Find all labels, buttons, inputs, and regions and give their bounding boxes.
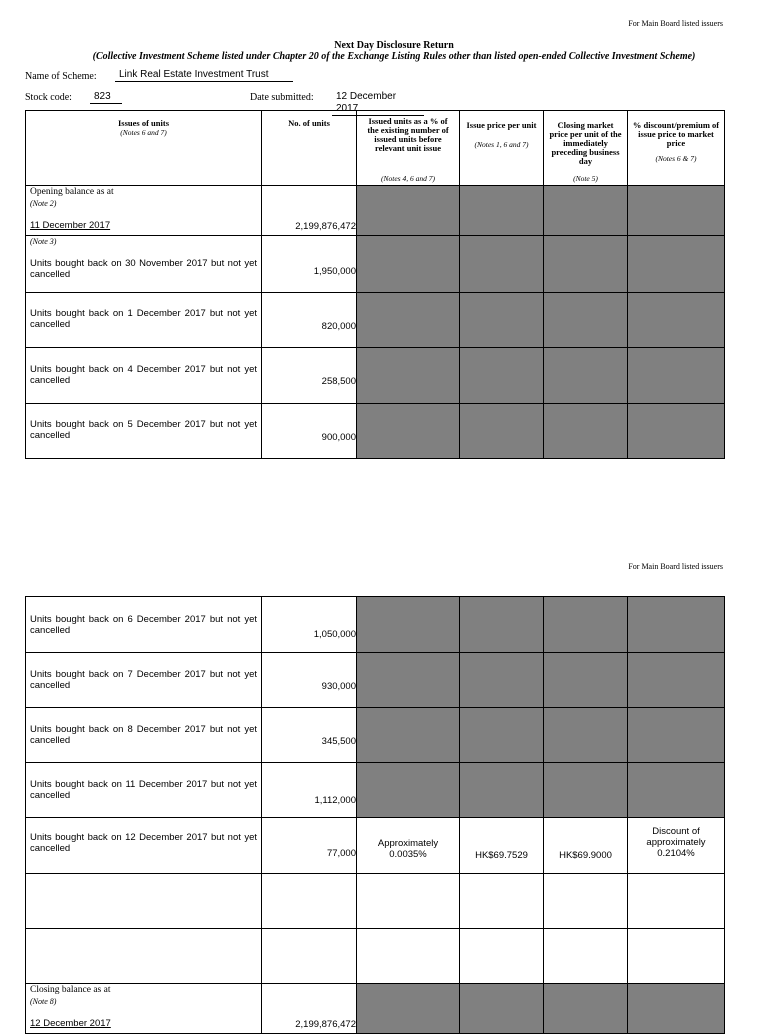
opening-balance-date: 11 December 2017	[30, 220, 111, 231]
shaded-cell	[357, 984, 460, 1034]
empty-cell	[628, 929, 725, 984]
scheme-label: Name of Scheme:	[25, 71, 97, 82]
row-desc-cell	[26, 404, 262, 459]
top-note: For Main Board listed issuers	[628, 562, 723, 571]
shaded-cell	[544, 597, 628, 653]
row-desc-cell	[26, 597, 262, 653]
issues-table-page2	[25, 596, 725, 1034]
page-subtitle: (Collective Investment Scheme listed under Chapter 20 of the Exchange Listing Rules other than listed open-ended Collective Investment Scheme)	[92, 51, 696, 62]
issues-table-page1	[25, 110, 725, 459]
empty-cell	[26, 874, 262, 929]
closing-balance-units: 2,199,876,472	[262, 984, 357, 1034]
shaded-cell	[628, 404, 725, 459]
shaded-cell	[460, 236, 544, 293]
shaded-cell	[460, 348, 544, 404]
header-discount-note: (Notes 6 & 7)	[655, 154, 697, 163]
date-value: 12 December 2017	[332, 91, 424, 116]
table-row	[26, 653, 725, 708]
closing-balance-cell	[26, 984, 262, 1034]
empty-cell	[357, 874, 460, 929]
shaded-cell	[544, 293, 628, 348]
shaded-cell	[544, 236, 628, 293]
shaded-cell	[357, 597, 460, 653]
row-units: 1,112,000	[262, 763, 357, 818]
row-desc-cell	[26, 653, 262, 708]
opening-balance-units: 2,199,876,472	[262, 186, 357, 236]
shaded-cell	[628, 186, 725, 236]
row-units: 345,500	[262, 708, 357, 763]
header-price-note: (Notes 1, 6 and 7)	[474, 140, 529, 149]
shaded-cell	[544, 348, 628, 404]
row-units: 900,000	[262, 404, 357, 459]
table-row	[26, 818, 725, 874]
table-row	[26, 708, 725, 763]
row-desc-cell	[26, 236, 262, 293]
table-row	[26, 404, 725, 459]
header-discount-text: % discount/premium of issue price to market price	[632, 120, 720, 148]
shaded-cell	[460, 708, 544, 763]
row-discount: Discount of approximately 0.2104%	[628, 818, 725, 874]
row-note: (Note 3)	[30, 237, 57, 246]
header-pct-text: Issued units as a % of the existing number of issued units before relevant unit issue	[367, 116, 449, 153]
header-no-units: No. of units	[262, 111, 357, 186]
empty-cell	[544, 929, 628, 984]
closing-balance-date: 12 December 2017	[30, 1018, 111, 1029]
opening-balance-label: Opening balance as at	[30, 187, 114, 197]
table-row	[26, 236, 725, 293]
shaded-cell	[460, 293, 544, 348]
header-pct	[357, 111, 460, 186]
closing-balance-row	[26, 984, 725, 1034]
shaded-cell	[460, 653, 544, 708]
shaded-cell	[460, 763, 544, 818]
shaded-cell	[628, 653, 725, 708]
header-pct-note: (Notes 4, 6 and 7)	[381, 174, 435, 183]
row-desc-cell	[26, 348, 262, 404]
closing-balance-note: (Note 8)	[30, 997, 57, 1006]
shaded-cell	[357, 293, 460, 348]
shaded-cell	[544, 186, 628, 236]
shaded-cell	[544, 984, 628, 1034]
row-description: Units bought back on 5 December 2017 but not yet cancelled	[30, 419, 257, 441]
row-desc-cell	[26, 818, 262, 874]
shaded-cell	[357, 763, 460, 818]
shaded-cell	[357, 708, 460, 763]
shaded-cell	[628, 763, 725, 818]
header-issues	[26, 111, 262, 186]
shaded-cell	[544, 404, 628, 459]
opening-balance-note: (Note 2)	[30, 199, 57, 208]
shaded-cell	[460, 186, 544, 236]
row-description: Units bought back on 30 November 2017 but not yet cancelled	[30, 258, 257, 280]
row-units: 820,000	[262, 293, 357, 348]
header-row	[26, 111, 725, 186]
row-desc-cell	[26, 763, 262, 818]
shaded-cell	[628, 597, 725, 653]
header-closing-note: (Note 5)	[573, 174, 598, 183]
date-label: Date submitted:	[250, 92, 314, 103]
row-description: Units bought back on 6 December 2017 but not yet cancelled	[30, 613, 257, 636]
row-description: Units bought back on 8 December 2017 but not yet cancelled	[30, 724, 257, 746]
empty-cell	[26, 929, 262, 984]
empty-cell	[544, 874, 628, 929]
empty-cell	[357, 929, 460, 984]
shaded-cell	[628, 348, 725, 404]
shaded-cell	[357, 236, 460, 293]
row-description: Units bought back on 4 December 2017 but not yet cancelled	[30, 363, 257, 386]
empty-cell	[262, 874, 357, 929]
shaded-cell	[628, 708, 725, 763]
row-description: Units bought back on 12 December 2017 but not yet cancelled	[30, 831, 257, 854]
row-desc-cell	[26, 293, 262, 348]
row-units: 258,500	[262, 348, 357, 404]
shaded-cell	[460, 984, 544, 1034]
table-row	[26, 293, 725, 348]
shaded-cell	[357, 404, 460, 459]
empty-row	[26, 874, 725, 929]
table-row	[26, 763, 725, 818]
header-issues-note: (Notes 6 and 7)	[120, 128, 167, 137]
row-desc-cell	[26, 708, 262, 763]
empty-row	[26, 929, 725, 984]
shaded-cell	[544, 653, 628, 708]
header-price	[460, 111, 544, 186]
row-price: HK$69.7529	[460, 818, 544, 874]
table-row	[26, 597, 725, 653]
shaded-cell	[544, 708, 628, 763]
shaded-cell	[357, 348, 460, 404]
shaded-cell	[460, 597, 544, 653]
shaded-cell	[628, 236, 725, 293]
header-closing	[544, 111, 628, 186]
table-row	[26, 348, 725, 404]
header-discount	[628, 111, 725, 186]
page-title: Next Day Disclosure Return	[334, 40, 454, 51]
header-issues-text: Issues of units	[117, 118, 170, 128]
opening-balance-row	[26, 186, 725, 236]
stock-code-label: Stock code:	[25, 92, 72, 103]
shaded-cell	[460, 404, 544, 459]
row-description: Units bought back on 11 December 2017 but not yet cancelled	[30, 779, 257, 801]
shaded-cell	[544, 763, 628, 818]
row-units: 1,950,000	[262, 236, 357, 293]
row-closing: HK$69.9000	[544, 818, 628, 874]
row-description: Units bought back on 1 December 2017 but not yet cancelled	[30, 308, 257, 330]
empty-cell	[628, 874, 725, 929]
shaded-cell	[357, 186, 460, 236]
opening-balance-cell	[26, 186, 262, 236]
shaded-cell	[357, 653, 460, 708]
row-units: 1,050,000	[262, 597, 357, 653]
stock-code-value: 823	[90, 91, 122, 104]
row-units: 77,000	[262, 818, 357, 874]
header-closing-text: Closing market price per unit of the immediately preceding business day	[549, 120, 622, 166]
shaded-cell	[628, 984, 725, 1034]
top-note: For Main Board listed issuers	[628, 19, 723, 28]
empty-cell	[460, 874, 544, 929]
closing-balance-label: Closing balance as at	[30, 985, 111, 995]
empty-cell	[262, 929, 357, 984]
shaded-cell	[628, 293, 725, 348]
row-units: 930,000	[262, 653, 357, 708]
header-price-text: Issue price per unit	[466, 120, 537, 130]
empty-cell	[460, 929, 544, 984]
row-description: Units bought back on 7 December 2017 but not yet cancelled	[30, 669, 257, 691]
scheme-value: Link Real Estate Investment Trust	[115, 69, 293, 82]
row-pct: Approximately 0.0035%	[357, 818, 460, 874]
